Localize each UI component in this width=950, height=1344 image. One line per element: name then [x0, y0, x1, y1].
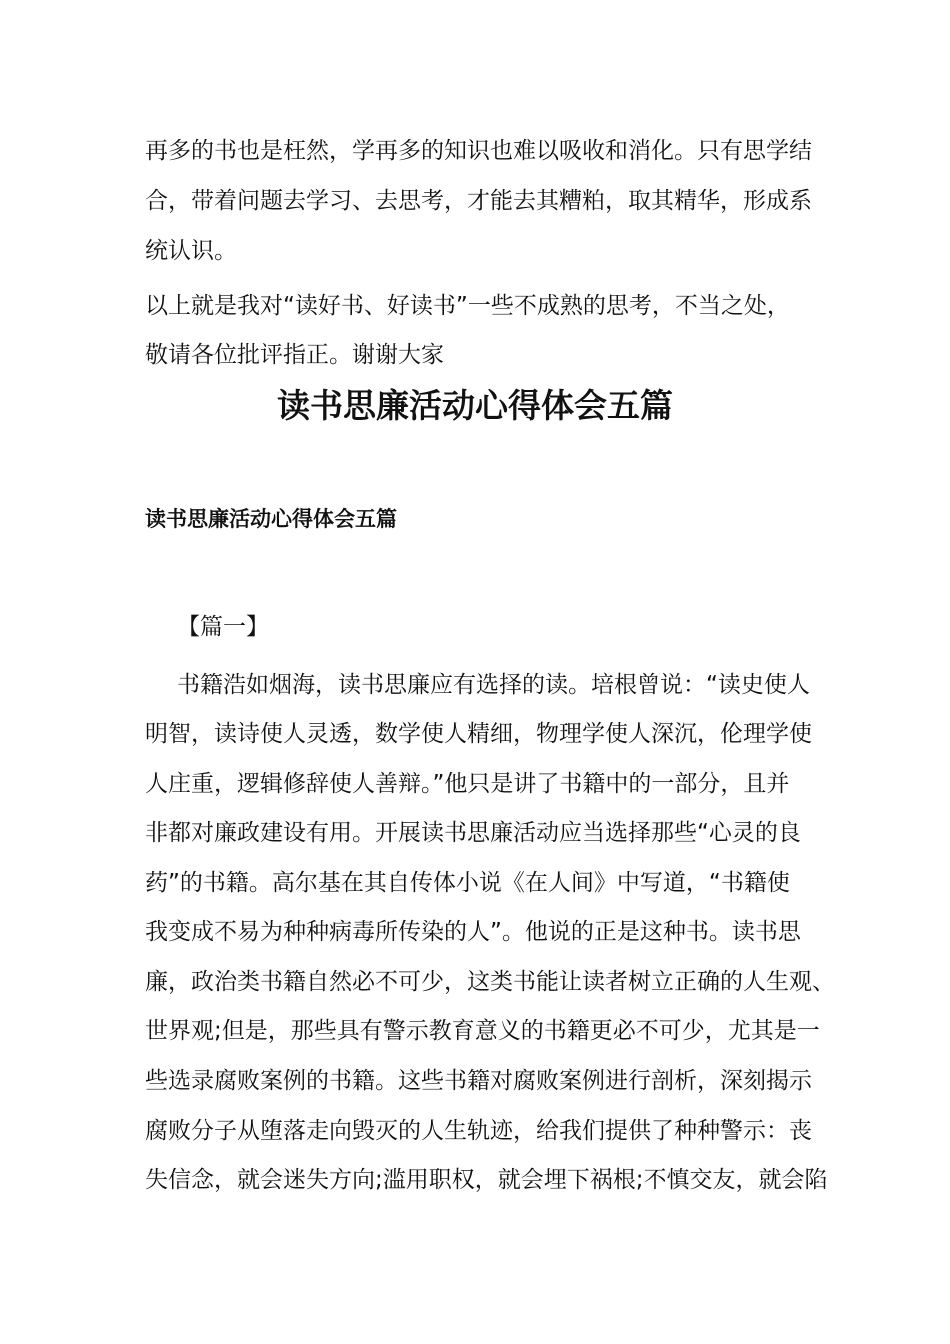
document-subtitle: 读书思廉活动心得体会五篇 — [145, 507, 397, 531]
paragraph-1-line-3: 统认识。 — [145, 238, 237, 264]
paragraph-1-line-1: 再多的书也是枉然，学再多的知识也难以吸收和消化。只有思学结 — [145, 138, 812, 164]
paragraph-3-line-7: 廉，政治类书籍自然必不可少，这类书能让读者树立正确的人生观、 — [145, 969, 835, 995]
paragraph-3-line-6: 我变成不易为种种病毒所传染的人”。他说的正是这种书。读书思 — [145, 919, 801, 945]
paragraph-2-line-2: 敬请各位批评指正。谢谢大家 — [145, 342, 444, 368]
paragraph-3-line-11: 失信念，就会迷失方向;滥用职权，就会埋下祸根;不慎交友，就会陷 — [145, 1167, 828, 1193]
paragraph-3-line-1: 书籍浩如烟海，读书思廉应有选择的读。培根曾说：“读史使人 — [177, 672, 810, 698]
paragraph-3-line-9: 些选录腐败案例的书籍。这些书籍对腐败案例进行剖析，深刻揭示 — [145, 1068, 812, 1094]
paragraph-1-line-2: 合，带着问题去学习、去思考，才能去其糟粕，取其精华，形成系 — [145, 188, 812, 214]
paragraph-3-line-4: 非都对廉政建设有用。开展读书思廉活动应当选择那些“心灵的良 — [145, 820, 801, 846]
paragraph-3-line-5: 药”的书籍。高尔基在其自传体小说《在人间》中写道，“书籍使 — [145, 870, 790, 896]
section-label: 【篇一】 — [177, 614, 269, 640]
paragraph-2-line-1: 以上就是我对“读好书、好读书”一些不成熟的思考，不当之处， — [145, 293, 790, 319]
paragraph-3-line-3: 人庄重，逻辑修辞使人善辩。”他只是讲了书籍中的一部分，且并 — [145, 771, 790, 797]
paragraph-3-line-2: 明智，读诗使人灵透，数学使人精细，物理学使人深沉，伦理学使 — [145, 721, 812, 747]
document-title: 读书思廉活动心得体会五篇 — [277, 386, 673, 425]
paragraph-3-line-8: 世界观;但是，那些具有警示教育意义的书籍更必不可少，尤其是一 — [145, 1018, 820, 1044]
paragraph-3-line-10: 腐败分子从堕落走向毁灭的人生轨迹，给我们提供了种种警示：丧 — [145, 1118, 812, 1144]
